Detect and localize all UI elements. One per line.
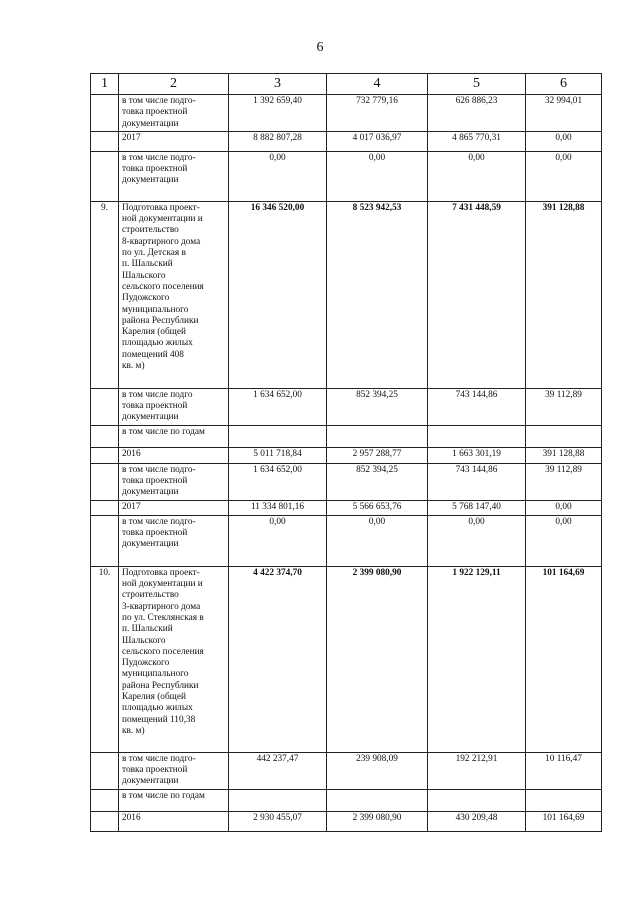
value-col-6: 39 112,89 xyxy=(526,463,602,500)
budget-table xyxy=(90,73,602,832)
row-number xyxy=(91,500,119,515)
value-col-4: 2 399 080,90 xyxy=(327,811,428,831)
value-col-4: 732 779,16 xyxy=(327,95,428,132)
value-col-6: 10 116,47 xyxy=(526,752,602,789)
table-row xyxy=(91,425,602,447)
table-row xyxy=(91,789,602,811)
value-col-6 xyxy=(526,425,602,447)
row-description: в том числе подго- товка проектной документации xyxy=(119,515,229,566)
value-col-5: 626 886,23 xyxy=(428,95,526,132)
value-col-5: 4 865 770,31 xyxy=(428,131,526,151)
row-number xyxy=(91,463,119,500)
row-number xyxy=(91,515,119,566)
table-row xyxy=(91,201,602,388)
row-number xyxy=(91,388,119,425)
value-col-4 xyxy=(327,425,428,447)
row-number xyxy=(91,131,119,151)
value-col-4: 852 394,25 xyxy=(327,388,428,425)
header-col-6: 6 xyxy=(526,74,602,95)
value-col-3: 0,00 xyxy=(229,515,327,566)
row-number: 10. xyxy=(91,566,119,752)
value-col-6: 391 128,88 xyxy=(526,201,602,388)
value-col-6: 0,00 xyxy=(526,151,602,201)
table-row xyxy=(91,752,602,789)
header-col-2: 2 xyxy=(119,74,229,95)
value-col-6: 0,00 xyxy=(526,515,602,566)
value-col-3: 2 930 455,07 xyxy=(229,811,327,831)
value-col-3 xyxy=(229,789,327,811)
value-col-4: 852 394,25 xyxy=(327,463,428,500)
value-col-5: 430 209,48 xyxy=(428,811,526,831)
value-col-4: 0,00 xyxy=(327,515,428,566)
row-number: 9. xyxy=(91,201,119,388)
value-col-6: 32 994,01 xyxy=(526,95,602,132)
value-col-5: 1 663 301,19 xyxy=(428,447,526,463)
value-col-5: 0,00 xyxy=(428,151,526,201)
row-number xyxy=(91,425,119,447)
value-col-3: 0,00 xyxy=(229,151,327,201)
value-col-4: 2 399 080,90 xyxy=(327,566,428,752)
value-col-3: 16 346 520,00 xyxy=(229,201,327,388)
row-description: в том числе подго- товка проектной документации xyxy=(119,463,229,500)
table-row xyxy=(91,566,602,752)
row-description: 2017 xyxy=(119,131,229,151)
value-col-6: 101 164,69 xyxy=(526,566,602,752)
value-col-5: 5 768 147,40 xyxy=(428,500,526,515)
row-description: 2017 xyxy=(119,500,229,515)
value-col-5: 743 144,86 xyxy=(428,388,526,425)
row-description: Подготовка проект- ной документации и строительство 8-квартирного дома по ул. Детская в п. Шальский Шальского сельского поселения Пудожского муниципального района Республики Карелия (общей площадью жилых помещений 408 кв. м) xyxy=(119,201,229,388)
header-col-4: 4 xyxy=(327,74,428,95)
value-col-6 xyxy=(526,789,602,811)
value-col-5: 192 212,91 xyxy=(428,752,526,789)
value-col-5: 7 431 448,59 xyxy=(428,201,526,388)
table-row xyxy=(91,811,602,831)
table-row xyxy=(91,463,602,500)
header-col-1: 1 xyxy=(91,74,119,95)
value-col-3: 8 882 807,28 xyxy=(229,131,327,151)
table-row xyxy=(91,388,602,425)
value-col-6: 0,00 xyxy=(526,500,602,515)
value-col-4 xyxy=(327,789,428,811)
value-col-6: 101 164,69 xyxy=(526,811,602,831)
value-col-5: 0,00 xyxy=(428,515,526,566)
value-col-4: 2 957 288,77 xyxy=(327,447,428,463)
row-description: в том числе подго- товка проектной документации xyxy=(119,151,229,201)
row-description: в том числе по годам xyxy=(119,789,229,811)
row-number xyxy=(91,811,119,831)
value-col-3: 5 011 718,84 xyxy=(229,447,327,463)
value-col-3: 1 634 652,00 xyxy=(229,463,327,500)
table-row xyxy=(91,447,602,463)
table-row xyxy=(91,500,602,515)
header-col-5: 5 xyxy=(428,74,526,95)
value-col-3: 442 237,47 xyxy=(229,752,327,789)
value-col-4: 0,00 xyxy=(327,151,428,201)
table-row xyxy=(91,95,602,132)
value-col-5 xyxy=(428,425,526,447)
header-col-3: 3 xyxy=(229,74,327,95)
row-description: 2016 xyxy=(119,447,229,463)
table-row xyxy=(91,151,602,201)
row-number xyxy=(91,151,119,201)
table-row xyxy=(91,515,602,566)
row-number xyxy=(91,789,119,811)
row-description: в том числе по годам xyxy=(119,425,229,447)
value-col-4: 4 017 036,97 xyxy=(327,131,428,151)
value-col-6: 391 128,88 xyxy=(526,447,602,463)
row-description: 2016 xyxy=(119,811,229,831)
value-col-4: 5 566 653,76 xyxy=(327,500,428,515)
value-col-4: 8 523 942,53 xyxy=(327,201,428,388)
value-col-4: 239 908,09 xyxy=(327,752,428,789)
row-description: в том числе подго- товка проектной документации xyxy=(119,752,229,789)
value-col-3: 1 634 652,00 xyxy=(229,388,327,425)
value-col-5: 1 922 129,11 xyxy=(428,566,526,752)
value-col-6: 39 112,89 xyxy=(526,388,602,425)
value-col-3: 11 334 801,16 xyxy=(229,500,327,515)
value-col-3: 1 392 659,40 xyxy=(229,95,327,132)
row-number xyxy=(91,95,119,132)
value-col-5 xyxy=(428,789,526,811)
value-col-6: 0,00 xyxy=(526,131,602,151)
value-col-3: 4 422 374,70 xyxy=(229,566,327,752)
header-row xyxy=(91,74,602,95)
row-description: в том числе подго- товка проектной документации xyxy=(119,95,229,132)
row-number xyxy=(91,752,119,789)
row-description: Подготовка проект- ной документации и строительство 3-квартирного дома по ул. Стеклянская в п. Шальский Шальского сельского поселения Пудожского муниципального района Республики Карелия (общей площадью жилых помещений 110,38 кв. м) xyxy=(119,566,229,752)
page-number: 6 xyxy=(316,40,324,55)
value-col-5: 743 144,86 xyxy=(428,463,526,500)
row-description: в том числе подго товка проектной документации xyxy=(119,388,229,425)
table-body xyxy=(91,95,602,832)
value-col-3 xyxy=(229,425,327,447)
row-number xyxy=(91,447,119,463)
table-row xyxy=(91,131,602,151)
